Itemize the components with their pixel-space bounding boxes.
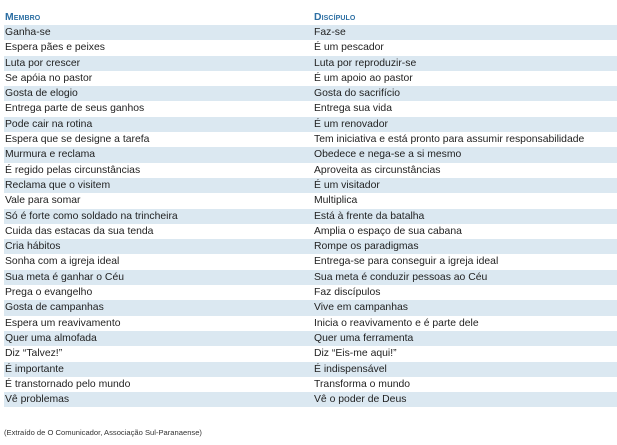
discipulo-cell: Entrega-se para conseguir a igreja ideal xyxy=(314,256,499,268)
table-row xyxy=(4,40,617,55)
discipulo-cell: É um apoio ao pastor xyxy=(314,72,413,84)
table-row xyxy=(4,392,617,407)
header-membro: Membro xyxy=(5,12,41,23)
table-row xyxy=(4,362,617,377)
table-row xyxy=(4,209,617,224)
table-row xyxy=(4,193,617,208)
membro-cell: Vale para somar xyxy=(5,195,81,207)
discipulo-cell: Obedece e nega-se a si mesmo xyxy=(314,149,462,161)
membro-cell: Espera um reavivamento xyxy=(5,317,121,329)
discipulo-cell: É indispensável xyxy=(314,363,387,375)
membro-cell: Vê problemas xyxy=(5,394,70,406)
membro-cell: É importante xyxy=(5,363,64,375)
table-row xyxy=(4,300,617,315)
table-row xyxy=(4,71,617,86)
table-row xyxy=(4,117,617,132)
table-row xyxy=(4,224,617,239)
membro-cell: Cuida das estacas da sua tenda xyxy=(5,225,154,237)
discipulo-cell: Rompe os paradigmas xyxy=(314,241,419,253)
table-row xyxy=(4,86,617,101)
discipulo-cell: Diz “Eis-me aqui!” xyxy=(314,348,397,360)
membro-cell: Quer uma almofada xyxy=(5,332,97,344)
table-row xyxy=(4,270,617,285)
table-row xyxy=(4,285,617,300)
membro-cell: Se apóia no pastor xyxy=(5,72,93,84)
membro-cell: Entrega parte de seus ganhos xyxy=(5,103,145,115)
membro-cell: Pode cair na rotina xyxy=(5,118,93,130)
membro-cell: Murmura e reclama xyxy=(5,149,96,161)
membro-cell: Luta por crescer xyxy=(5,57,81,69)
comparison-table xyxy=(4,10,617,407)
discipulo-cell: Transforma o mundo xyxy=(314,378,411,390)
discipulo-cell: Faz discípulos xyxy=(314,287,381,299)
membro-cell: É regido pelas circunstâncias xyxy=(5,164,141,176)
discipulo-cell: Vê o poder de Deus xyxy=(314,394,407,406)
membro-cell: Sua meta é ganhar o Céu xyxy=(5,271,124,283)
membro-cell: Sonha com a igreja ideal xyxy=(5,256,120,268)
discipulo-cell: Multiplica xyxy=(314,195,358,207)
table-row xyxy=(4,316,617,331)
membro-cell: Cria hábitos xyxy=(5,241,61,253)
membro-cell: Prega o evangelho xyxy=(5,287,93,299)
membro-cell: Espera pães e peixes xyxy=(5,42,105,54)
source-note: (Extraído de O Comunicador, Associação Sul-Paranaense) xyxy=(4,428,202,437)
discipulo-cell: Quer uma ferramenta xyxy=(314,332,414,344)
table-row xyxy=(4,163,617,178)
discipulo-cell: Aproveita as circunstâncias xyxy=(314,164,441,176)
discipulo-cell: Vive em campanhas xyxy=(314,302,408,314)
discipulo-cell: Tem iniciativa e está pronto para assumir responsabilidade xyxy=(314,134,585,146)
table-row xyxy=(4,178,617,193)
membro-cell: Gosta de campanhas xyxy=(5,302,104,314)
table-row xyxy=(4,132,617,147)
membro-cell: Reclama que o visitem xyxy=(5,179,111,191)
header-discipulo: Discípulo xyxy=(314,12,356,23)
discipulo-cell: Gosta do sacrifício xyxy=(314,88,401,100)
table-row xyxy=(4,377,617,392)
discipulo-cell: Sua meta é conduzir pessoas ao Céu xyxy=(314,271,488,283)
discipulo-cell: Inicia o reavivamento e é parte dele xyxy=(314,317,479,329)
membro-cell: Ganha-se xyxy=(5,27,51,38)
discipulo-cell: É um pescador xyxy=(314,42,384,54)
table-row xyxy=(4,101,617,116)
table-row xyxy=(4,25,617,40)
membro-cell: É transtornado pelo mundo xyxy=(5,378,131,390)
discipulo-cell: Luta por reproduzir-se xyxy=(314,57,417,69)
discipulo-cell: Faz-se xyxy=(314,27,346,38)
table-row xyxy=(4,239,617,254)
discipulo-cell: Amplia o espaço de sua cabana xyxy=(314,225,462,237)
discipulo-cell: Entrega sua vida xyxy=(314,103,392,115)
membro-cell: Gosta de elogio xyxy=(5,88,78,100)
table-row xyxy=(4,346,617,361)
table-row xyxy=(4,56,617,71)
membro-cell: Espera que se designe a tarefa xyxy=(5,134,150,146)
table-row xyxy=(4,254,617,269)
table-body xyxy=(4,25,617,407)
table-row xyxy=(4,331,617,346)
discipulo-cell: É um renovador xyxy=(314,118,388,130)
discipulo-cell: É um visitador xyxy=(314,179,380,191)
table-row xyxy=(4,147,617,162)
membro-cell: Só é forte como soldado na trincheira xyxy=(5,210,178,222)
header-row xyxy=(4,10,617,25)
discipulo-cell: Está à frente da batalha xyxy=(314,210,425,222)
membro-cell: Diz “Talvez!” xyxy=(5,348,63,360)
